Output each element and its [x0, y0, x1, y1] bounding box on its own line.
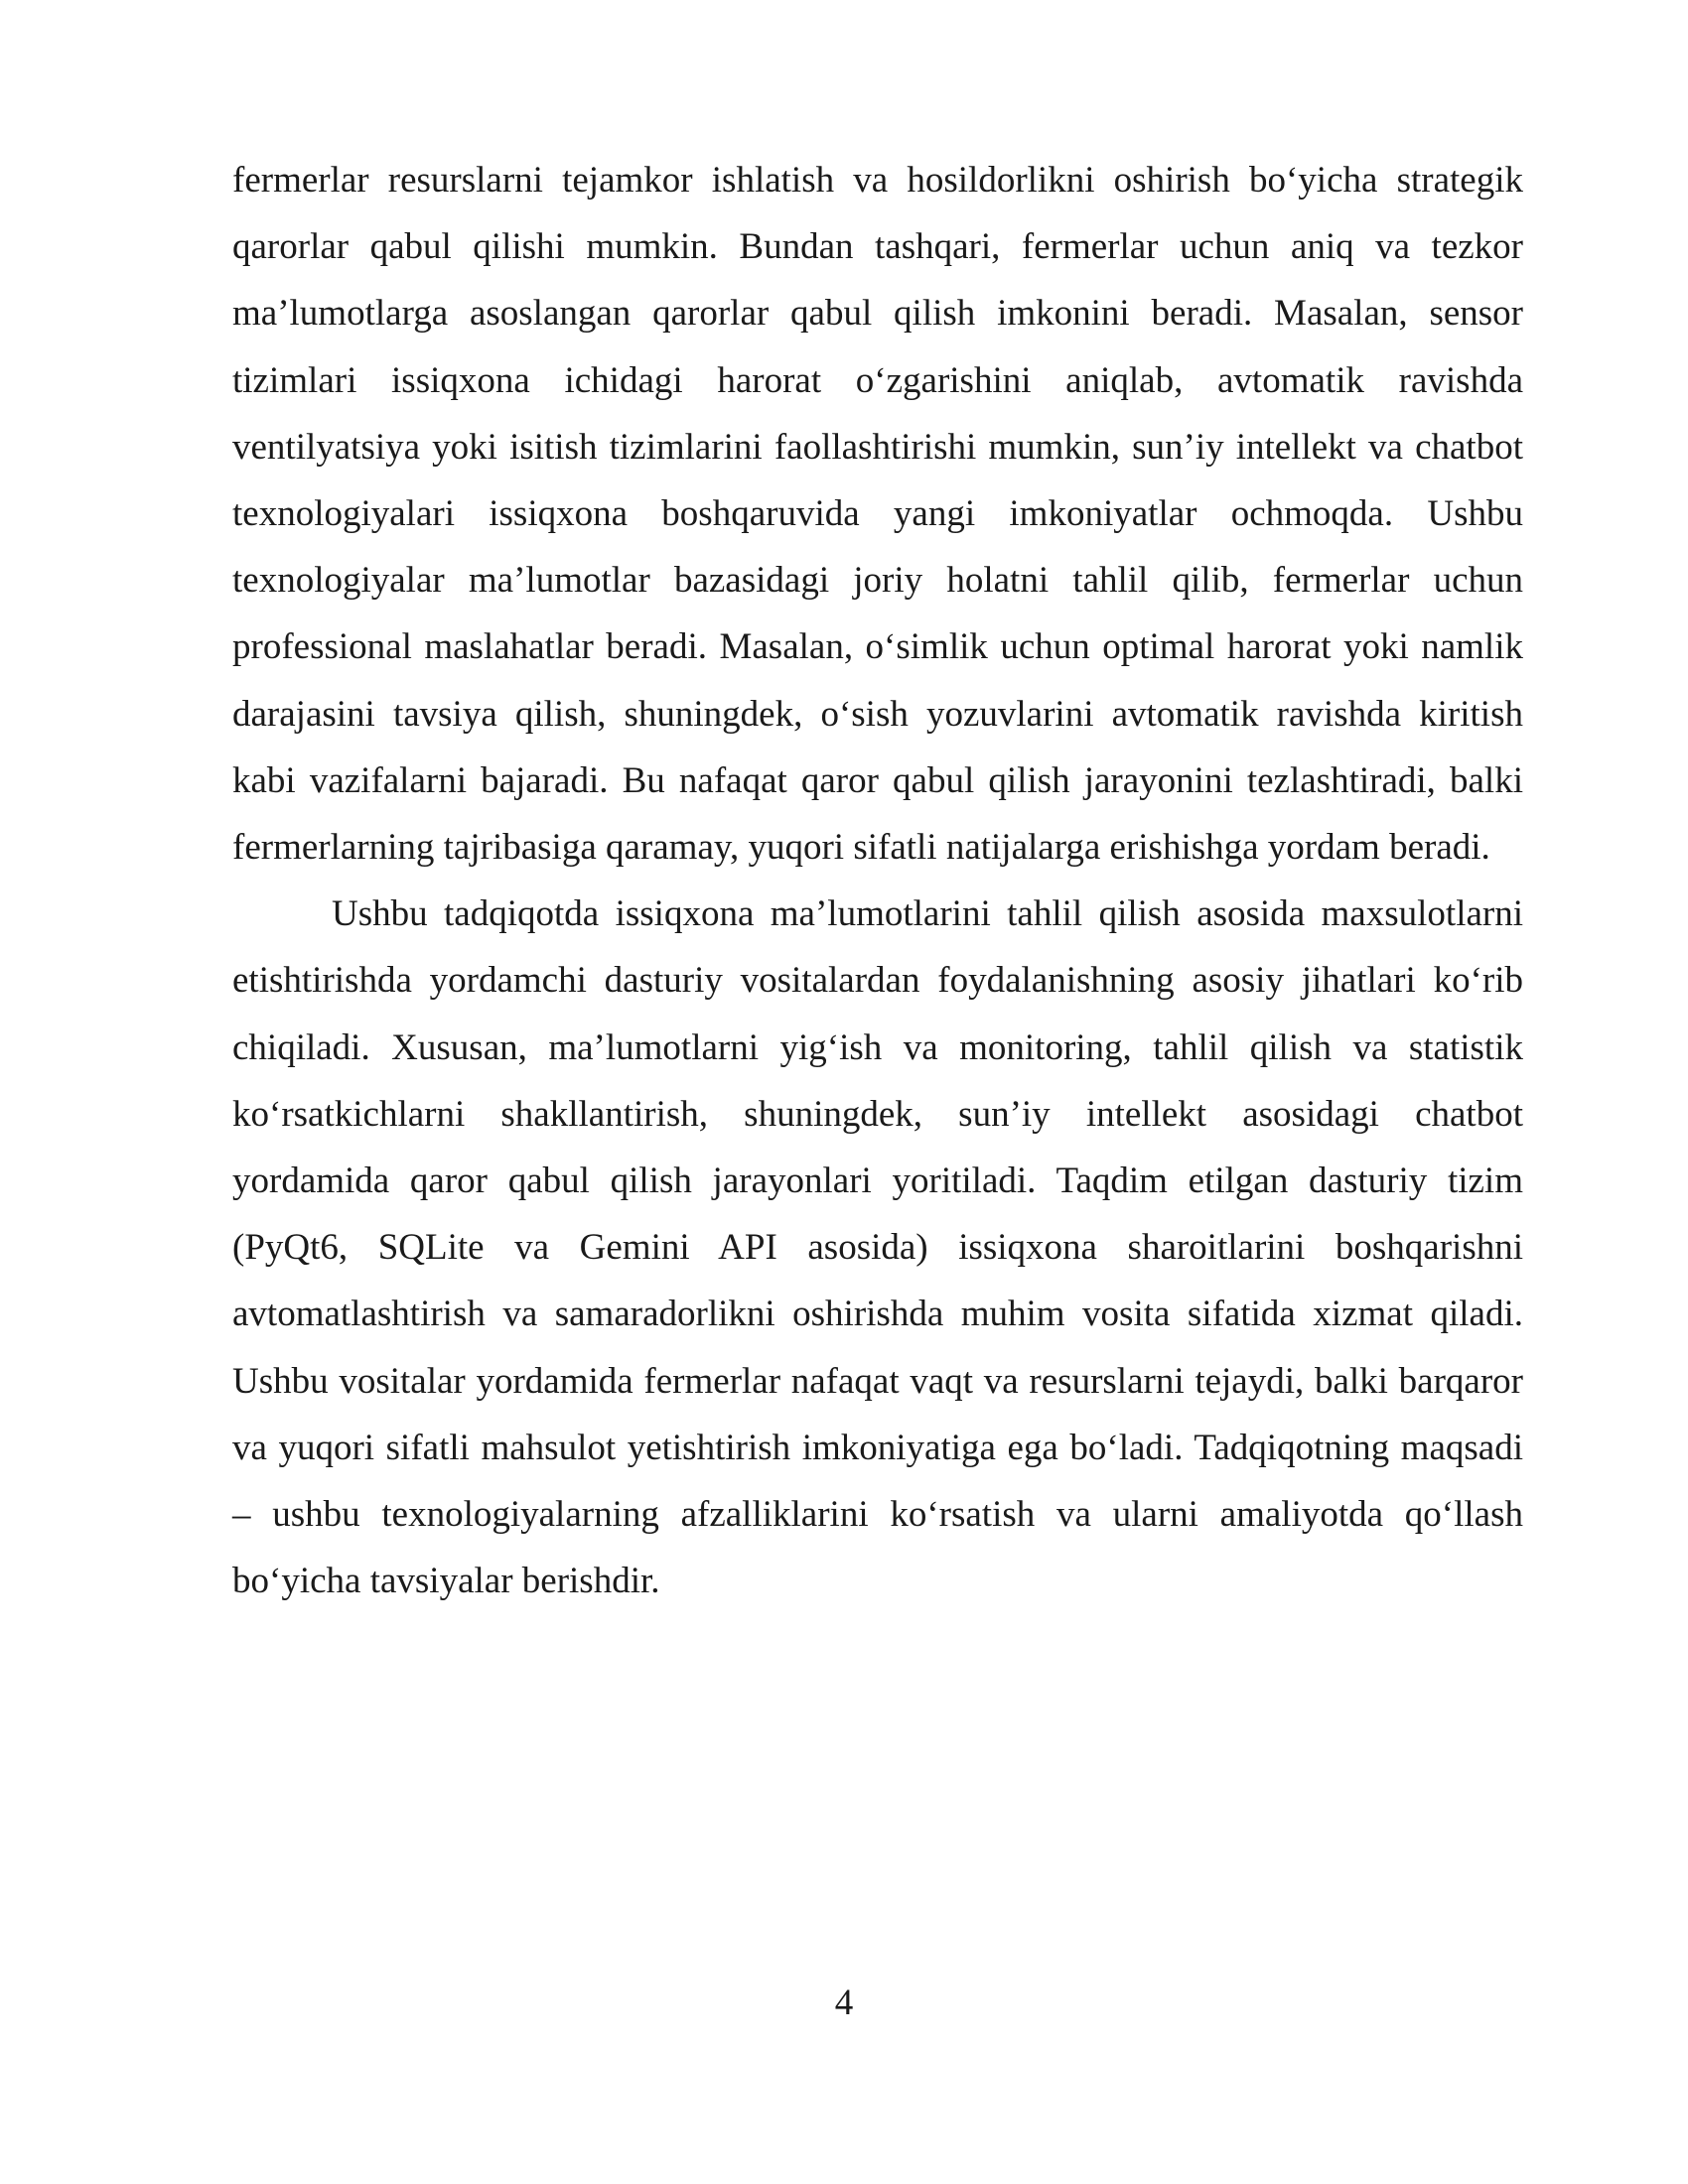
paragraph-continuation: fermerlar resurslarni tejamkor ishlatish va hosildorlikni oshirish bo‘yicha strategik qarorlar qabul qilishi mumkin. Bundan tashqari, fermerlar uchun aniq va tezkor ma’lumotlarga asoslangan qarorlar qabul qilish imkonini beradi. Masalan, sensor tizimlari issiqxona ichidagi harorat o‘zgarishini aniqlab, avtomatik ravishda ventilyatsiya yoki isitish tizimlarini faollashtirishi mumkin, sun’iy intellekt va chatbot texnologiyalari issiqxona boshqaruvida yangi imkoniyatlar ochmoqda. Ushbu texnologiyalar ma’lumotlar bazasidagi joriy holatni tahlil qilib, fermerlar uchun professional maslahatlar beradi. Masalan, o‘simlik uchun optimal harorat yoki namlik darajasini tavsiya qilish, shuningdek, o‘sish yozuvlarini avtomatik ravishda kiritish kabi vazifalarni bajaradi. Bu nafaqat qaror qabul qilish jarayonini tezlashtiradi, balki fermerlarning tajribasiga qaramay, yuqori sifatli natijalarga erishishga yordam beradi. [232, 160, 1523, 869]
body-text [232, 147, 1523, 1614]
paragraph-research-aim: Ushbu tadqiqotda issiqxona ma’lumotlarini tahlil qilish asosida maxsulotlarni etishtirishda yordamchi dasturiy vositalardan foydalanishning asosiy jihatlari ko‘rib chiqiladi. Xususan, ma’lumotlarni yig‘ish va monitoring, tahlil qilish va statistik ko‘rsatkichlarni shakllantirish, shuningdek, sun’iy intellekt asosidagi chatbot yordamida qaror qabul qilish jarayonlari yoritiladi. Taqdim etilgan dasturiy tizim (PyQt6, SQLite va Gemini API asosida) issiqxona sharoitlarini boshqarishni avtomatlashtirish va samaradorlikni oshirishda muhim vosita sifatida xizmat qiladi. Ushbu vositalar yordamida fermerlar nafaqat vaqt va resurslarni tejaydi, balki barqaror va yuqori sifatli mahsulot yetishtirish imkoniyatiga ega bo‘ladi. Tadqiqotning maqsadi – ushbu texnologiyalarning afzalliklarini ko‘rsatish va ularni amaliyotda qo‘llash bo‘yicha tavsiyalar berishdir. [232, 893, 1523, 1602]
page-number: 4 [834, 1982, 854, 2023]
